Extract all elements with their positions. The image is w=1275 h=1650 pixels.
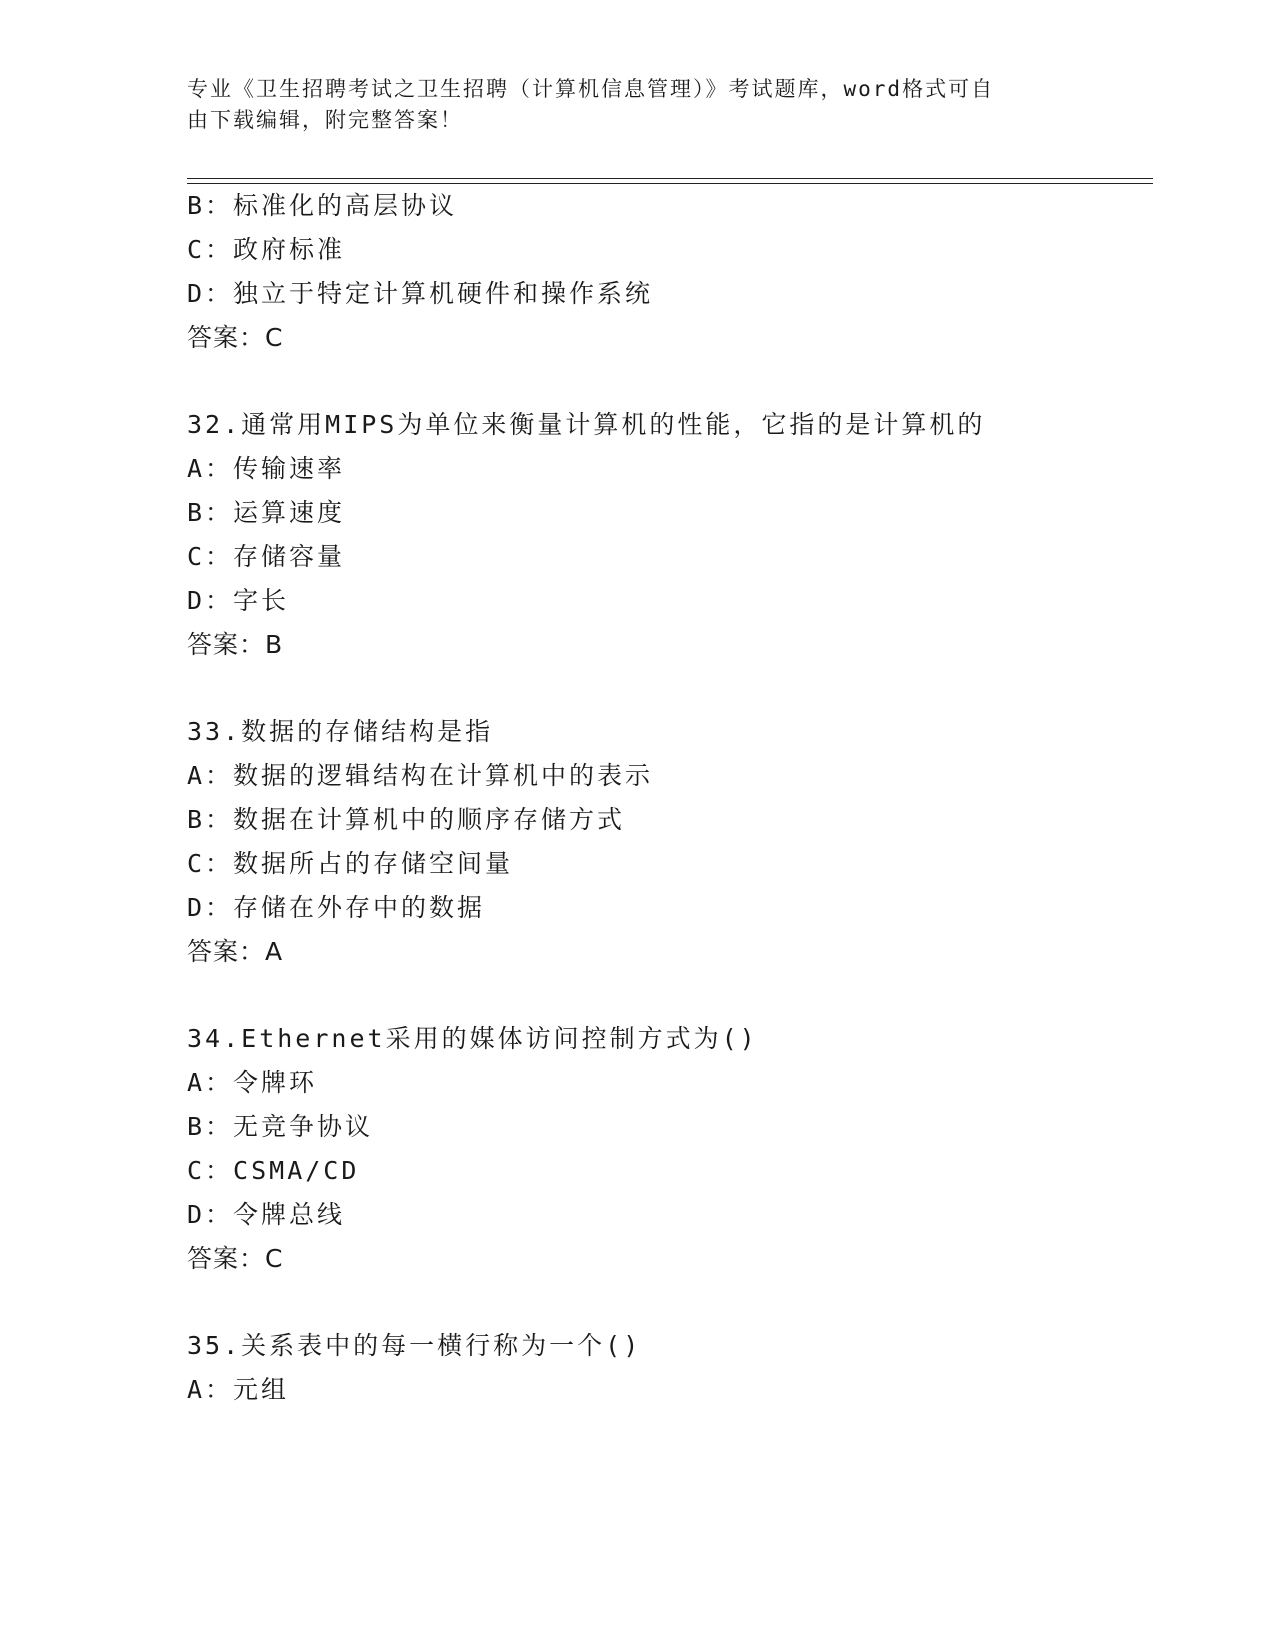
- option-d: D：独立于特定计算机硬件和操作系统: [187, 279, 654, 308]
- option-c: C：存储容量: [187, 542, 346, 571]
- option-a: A：元组: [187, 1375, 290, 1404]
- option-d: D：字长: [187, 586, 290, 615]
- header-divider-bottom: [187, 183, 1153, 184]
- option-c: C：政府标准: [187, 235, 346, 264]
- option-b: B：数据在计算机中的顺序存储方式: [187, 805, 626, 834]
- option-c: C：CSMA/CD: [187, 1156, 360, 1185]
- answer-line: 答案：A: [187, 937, 284, 966]
- option-b: B：标准化的高层协议: [187, 191, 458, 220]
- option-d: D：令牌总线: [187, 1200, 346, 1229]
- header-divider-top: [187, 178, 1153, 179]
- answer-line: 答案：C: [187, 1244, 284, 1273]
- question-34: 34.Ethernet采用的媒体访问控制方式为(): [187, 1024, 758, 1053]
- option-a: A：数据的逻辑结构在计算机中的表示: [187, 761, 654, 790]
- option-c: C：数据所占的存储空间量: [187, 849, 514, 878]
- option-d: D：存储在外存中的数据: [187, 893, 486, 922]
- answer-line: 答案：B: [187, 630, 284, 659]
- option-a: A：传输速率: [187, 454, 346, 483]
- question-32: 32.通常用MIPS为单位来衡量计算机的性能，它指的是计算机的: [187, 410, 986, 439]
- header-line-2: 由下载编辑，附完整答案！: [187, 108, 463, 132]
- option-b: B：无竞争协议: [187, 1112, 374, 1141]
- answer-line: 答案：C: [187, 323, 284, 352]
- document-header: [187, 74, 1087, 136]
- option-b: B：运算速度: [187, 498, 346, 527]
- question-35: 35.关系表中的每一横行称为一个(): [187, 1331, 642, 1360]
- question-33: 33.数据的存储结构是指: [187, 717, 494, 746]
- option-a: A：令牌环: [187, 1068, 318, 1097]
- header-line-1: 专业《卫生招聘考试之卫生招聘（计算机信息管理）》考试题库，word格式可自: [187, 77, 995, 101]
